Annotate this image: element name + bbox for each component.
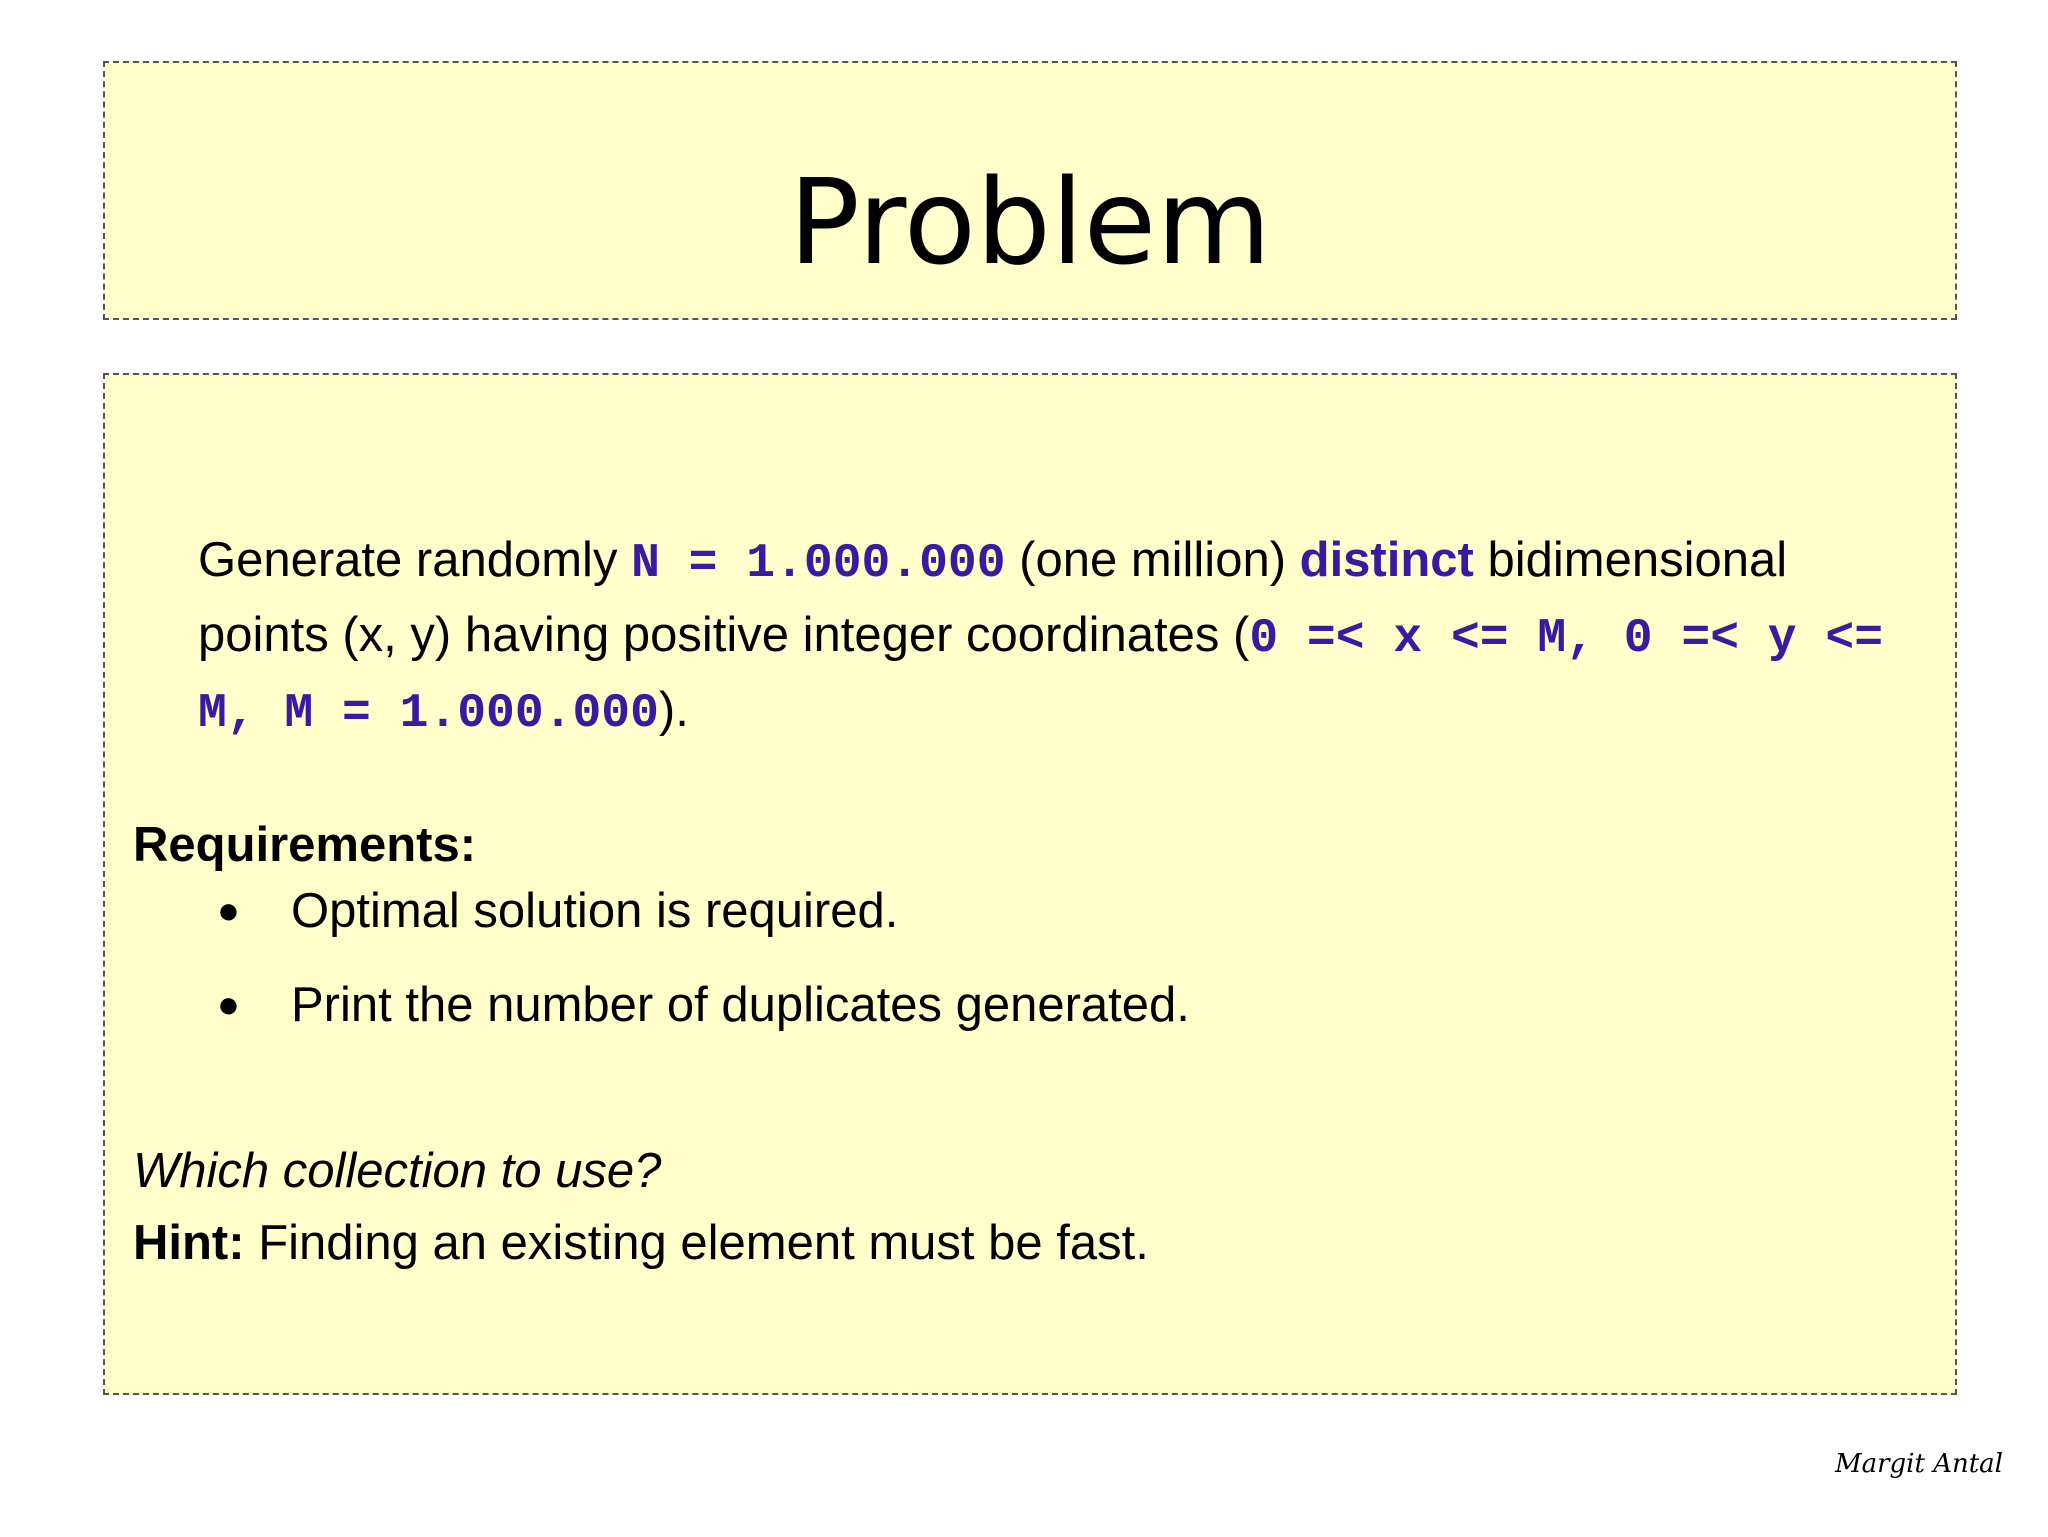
- author-signature: Margit Antal: [1834, 1449, 2003, 1479]
- coordinate-range-code: 0 =< x <= M, 0 =< y <= M, M = 1.000.000: [198, 612, 1884, 741]
- content-panel: [103, 373, 1957, 1395]
- distinct-keyword: distinct: [1299, 533, 1474, 587]
- problem-text-1: Generate randomly: [198, 533, 632, 587]
- collection-question: Which collection to use?: [133, 1144, 662, 1198]
- problem-statement: [198, 525, 1918, 750]
- requirement-text: Print the number of duplicates generated.: [291, 978, 1190, 1032]
- bullet-icon: ●: [217, 984, 240, 1026]
- requirements-heading: Requirements:: [133, 818, 477, 872]
- slide-title: Problem: [788, 153, 1272, 291]
- problem-text-4: ).: [658, 683, 689, 737]
- problem-text-3: bidimensional points (x, y) having positive integer coordinates (: [198, 533, 1788, 662]
- bullet-icon: ●: [217, 890, 240, 932]
- problem-text-2: (one million): [1005, 533, 1300, 587]
- hint-line: [133, 1213, 1149, 1273]
- n-value-code: N = 1.000.000: [631, 537, 1006, 591]
- hint-label: Hint:: [133, 1216, 245, 1270]
- hint-text: Finding an existing element must be fast.: [244, 1216, 1149, 1270]
- title-panel: [103, 61, 1957, 320]
- requirement-text: Optimal solution is required.: [291, 884, 899, 938]
